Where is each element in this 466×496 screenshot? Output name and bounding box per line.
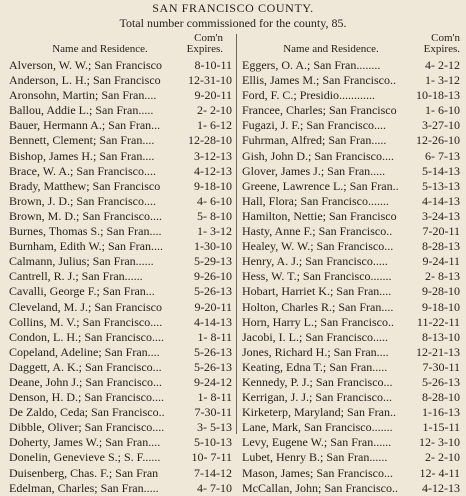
list-item (9, 254, 232, 269)
list-item (242, 300, 460, 315)
entry-name: Brown, J. D.; San Francisco.... (9, 193, 156, 208)
entry-name: Greene, Lawrence L.; San Fran.. (242, 178, 399, 193)
list-item (242, 466, 460, 481)
entry-expiry: 11-22-11 (416, 314, 460, 329)
entry-name: Eggers, O. A.; San Fran........ (242, 58, 381, 72)
list-item (9, 405, 232, 420)
entry-expiry: 7-30-11 (194, 405, 232, 420)
entry-expiry: 3- 5-13 (197, 420, 232, 435)
entry-expiry: 5-26-13 (194, 359, 232, 374)
entry-name: Bauer, Hermann A.; San Fran... (9, 118, 161, 133)
list-item (242, 435, 460, 450)
entry-expiry: 3-27-10 (422, 118, 460, 133)
list-item (242, 405, 460, 420)
entry-expiry: 8-28-13 (422, 239, 460, 254)
entry-name: Gish, John D.; San Francisco.... (242, 148, 394, 163)
entry-name: Brown, M. D.; San Francisco.... (9, 208, 162, 223)
entry-expiry: 10- 7-11 (191, 450, 232, 465)
list-item (242, 209, 460, 224)
entry-name: Alverson, W. W.; San Francisco (9, 58, 162, 72)
list-item (242, 103, 460, 118)
list-item (9, 284, 232, 299)
list-item (9, 481, 232, 496)
list-item (242, 269, 460, 284)
entry-expiry: 9-20-11 (194, 88, 232, 103)
entry-name: Francee, Charles; San Francisco (242, 103, 397, 118)
entry-expiry: 1- 8-11 (197, 329, 232, 344)
list-item (242, 315, 460, 330)
left-column-list (9, 58, 232, 496)
list-item (9, 88, 232, 103)
entry-name: Cleveland, M. J.; San Francisco (9, 299, 162, 314)
entry-expiry: 5-26-13 (194, 284, 232, 299)
entry-expiry: 1- 6-10 (425, 103, 460, 118)
entry-expiry: 1- 8-11 (197, 390, 232, 405)
list-item (242, 450, 460, 465)
list-item (242, 360, 460, 375)
entry-expiry: 1-30-10 (194, 239, 232, 254)
list-item (242, 481, 460, 496)
entry-expiry: 1- 3-12 (197, 224, 232, 239)
entry-name: Lubet, Henry B.; San Fran...... (242, 450, 388, 465)
entry-name: Henry, A. J.; San Francisco..... (242, 254, 388, 269)
entry-expiry: 4- 6-10 (197, 193, 232, 208)
entry-name: Copeland, Adeline; San Fran.... (9, 344, 160, 359)
entry-name: Hamilton, Nettie; San Francisco (242, 208, 397, 223)
entry-expiry: 4- 7-10 (197, 480, 232, 495)
entry-name: Hobart, Harriet K.; San Fran.... (242, 284, 392, 299)
entry-name: Ford, F. C.; Presidio............ (242, 88, 376, 103)
entry-expiry: 7-20-11 (422, 224, 460, 239)
entry-expiry: 4-14-13 (194, 314, 232, 329)
page-title: SAN FRANCISCO COUNTY. (152, 1, 314, 15)
entry-name: Deane, John J.; San Francisco... (9, 374, 162, 389)
list-item (9, 435, 232, 450)
column-divider (236, 34, 237, 434)
entry-expiry: 1- 6-12 (197, 118, 232, 133)
list-item (242, 179, 460, 194)
entry-expiry: 4-12-13 (422, 480, 460, 495)
entry-name: Hess, W. T.; San Francisco....... (242, 269, 392, 284)
list-item (9, 420, 232, 435)
left-exp-header-line2: Expires. (186, 43, 223, 55)
entry-expiry: 1-16-13 (422, 405, 460, 420)
entry-name: Anderson, L. H.; San Francisco (9, 73, 161, 88)
list-item (242, 164, 460, 179)
list-item (9, 133, 232, 148)
list-item (242, 345, 460, 360)
list-item (9, 179, 232, 194)
list-item (242, 133, 460, 148)
entry-expiry: 1- 3-12 (425, 73, 460, 88)
list-item (9, 345, 232, 360)
entry-expiry: 5-29-13 (194, 254, 232, 269)
list-item (9, 315, 232, 330)
entry-name: Denson, H. D.; San Francisco.... (9, 390, 164, 405)
entry-expiry: 12-28-10 (188, 133, 232, 148)
entry-expiry: 8-10-11 (194, 58, 232, 72)
list-item (242, 194, 460, 209)
entry-name: McCallan, John; San Francisco.. (242, 480, 398, 495)
entry-expiry: 4-14-13 (422, 193, 460, 208)
list-item (9, 209, 232, 224)
entry-name: Condon, L. H.; San Francisco.... (9, 329, 164, 344)
entry-name: Calmann, Julius; San Fran...... (9, 254, 154, 269)
entry-expiry: 5- 8-10 (197, 208, 232, 223)
entry-name: Burnham, Edith W.; San Fran.... (9, 239, 163, 254)
entry-expiry: 10-18-13 (416, 88, 460, 103)
entry-name: Duisenberg, Chas. F.; San Fran (9, 465, 159, 480)
list-item (242, 390, 460, 405)
entry-name: Keating, Edna T.; San Fran..... (242, 359, 388, 374)
list-item (242, 88, 460, 103)
entry-expiry: 3-24-13 (422, 208, 460, 223)
list-item (9, 330, 232, 345)
entry-name: Burnes, Thomas S.; San Fran.... (9, 224, 162, 239)
entry-expiry: 2- 2-10 (425, 450, 460, 465)
list-item (242, 284, 460, 299)
entry-name: Aronsohn, Martin; San Fran.... (9, 88, 157, 103)
entry-expiry: 9-20-11 (194, 299, 232, 314)
list-item (9, 73, 232, 88)
entry-name: Ellis, James M.; San Francisco.. (242, 73, 396, 88)
entry-name: Hall, Flora; San Francisco....... (242, 193, 389, 208)
entry-expiry: 3-12-13 (194, 148, 232, 163)
list-item (9, 164, 232, 179)
entry-name: Hasty, Anne F.; San Francisco.. (242, 224, 393, 239)
list-item (9, 194, 232, 209)
entry-expiry: 12-21-13 (416, 344, 460, 359)
entry-expiry: 5-13-13 (422, 178, 460, 193)
entry-name: Brace, W. A.; San Francisco.... (9, 163, 156, 178)
entry-expiry: 9-26-10 (194, 269, 232, 284)
entry-name: Doherty, James W.; San Fran.... (9, 435, 161, 450)
entry-expiry: 9-18-10 (194, 178, 232, 193)
entry-name: Kennedy, P. J.; San Francisco... (242, 374, 393, 389)
entry-name: Healey, W. W.; San Francisco... (242, 239, 394, 254)
entry-name: Levy, Eugene W.; San Fran...... (242, 435, 392, 450)
list-item (9, 375, 232, 390)
entry-name: Bishop, James H.; San Fran.... (9, 148, 155, 163)
entry-expiry: 12-31-10 (188, 73, 232, 88)
entry-expiry: 5-26-13 (194, 344, 232, 359)
entry-name: Fugazi, J. F.; San Francisco.... (242, 118, 387, 133)
right-exp-header-line1: Com'n (431, 32, 460, 44)
list-item (9, 58, 232, 73)
entry-name: Cantrell, R. J.; San Fran...... (9, 269, 143, 284)
entry-expiry: 2- 8-13 (425, 269, 460, 284)
list-item (242, 239, 460, 254)
list-item (242, 330, 460, 345)
entry-expiry: 12- 3-10 (419, 435, 460, 450)
entry-name: Glover, James J.; San Fran..... (242, 163, 386, 178)
entry-name: Horn, Harry L.; San Francisco.. (242, 314, 394, 329)
entry-name: De Zaldo, Ceda; San Francisco.. (9, 405, 165, 420)
page-subtitle: Total number commissioned for the county, 85. (119, 16, 347, 30)
entry-name: Bennett, Clement; San Fran.... (9, 133, 155, 148)
entry-expiry: 5-26-13 (422, 374, 460, 389)
list-item (9, 239, 232, 254)
left-name-header: Name and Residence. (52, 43, 148, 55)
entry-expiry: 4-12-13 (194, 163, 232, 178)
entry-name: Daggett, A. K.; San Francisco... (9, 359, 162, 374)
list-item (9, 300, 232, 315)
list-item (9, 390, 232, 405)
entry-name: Donelin, Genevieve S.; S. F...... (9, 450, 161, 465)
list-item (9, 118, 232, 133)
list-item (9, 466, 232, 481)
entry-expiry: 9-28-10 (422, 284, 460, 299)
entry-expiry: 9-24-12 (194, 374, 232, 389)
entry-expiry: 1-15-11 (422, 420, 460, 435)
entry-name: Collins, M. V.; San Francisco.... (9, 314, 163, 329)
entry-name: Fuhrman, Alfred; San Fran..... (242, 133, 387, 148)
entry-expiry: 9-18-10 (422, 299, 460, 314)
entry-expiry: 5-14-13 (422, 163, 460, 178)
entry-expiry: 8-13-10 (422, 329, 460, 344)
list-item (242, 149, 460, 164)
left-exp-header-line1: Com'n (194, 32, 223, 44)
list-item (9, 149, 232, 164)
list-item (242, 224, 460, 239)
entry-name: Ballou, Addie L.; San Fran..... (9, 103, 154, 118)
right-exp-header-line2: Expires. (423, 43, 460, 55)
right-name-header: Name and Residence. (283, 43, 379, 55)
list-item (242, 73, 460, 88)
list-item (9, 103, 232, 118)
list-item (9, 360, 232, 375)
entry-expiry: 9-24-11 (422, 254, 460, 269)
entry-expiry: 8-28-10 (422, 390, 460, 405)
entry-name: Lane, Mark, San Francisco....... (242, 420, 393, 435)
entry-name: Cavalli, George F.; San Fran... (9, 284, 155, 299)
entry-expiry: 7-30-11 (422, 359, 460, 374)
entry-name: Mason, James; San Francisco... (242, 465, 393, 480)
entry-expiry: 6- 7-13 (425, 148, 460, 163)
entry-expiry: 7-14-12 (194, 465, 232, 480)
list-item (9, 224, 232, 239)
entry-name: Brady, Matthew; San Francisco (9, 178, 161, 193)
list-item (242, 420, 460, 435)
entry-expiry: 5-10-13 (194, 435, 232, 450)
entry-name: Kirketerp, Maryland; San Fran.. (242, 405, 396, 420)
list-item (9, 269, 232, 284)
list-item (9, 450, 232, 465)
list-item (242, 254, 460, 269)
list-item (242, 58, 460, 73)
entry-expiry: 12-26-10 (416, 133, 460, 148)
list-item (242, 118, 460, 133)
entry-expiry: 2- 2-10 (197, 103, 232, 118)
list-item (242, 375, 460, 390)
entry-name: Kerrigan, J. J.; San Francisco... (242, 390, 392, 405)
right-column-list (242, 58, 460, 496)
entry-name: Dibble, Oliver; San Francisco.... (9, 420, 165, 435)
entry-name: Holton, Charles R.; San Fran.... (242, 299, 394, 314)
entry-expiry: 12- 4-11 (419, 465, 460, 480)
entry-name: Jones, Richard H.; San Fran.... (242, 344, 389, 359)
entry-name: Jacobi, I. L.; San Francisco..... (242, 329, 388, 344)
entry-name: Edelman, Charles; San Fran..... (9, 480, 159, 495)
entry-expiry: 4- 2-12 (425, 58, 460, 72)
